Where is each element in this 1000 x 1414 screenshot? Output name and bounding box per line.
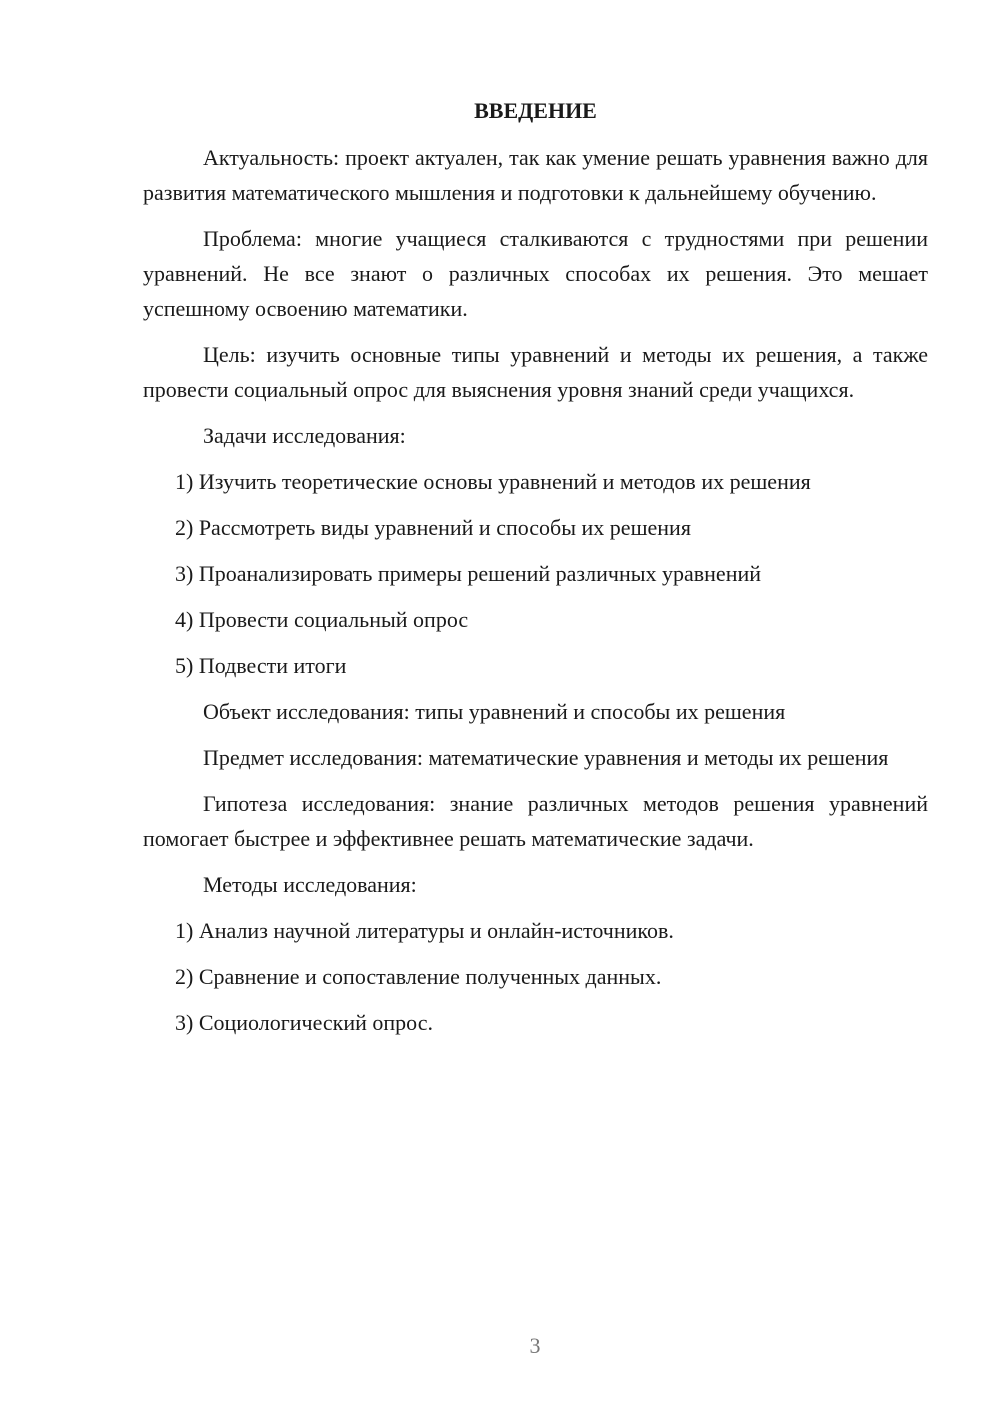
goal-paragraph: Цель: изучить основные типы уравнений и методы их решения, а также провести социальный опрос для выяснения уровня знаний среди учащихся.: [143, 342, 928, 402]
list-item: 2) Рассмотреть виды уравнений и способы их решения: [175, 515, 691, 540]
list-item: 1) Изучить теоретические основы уравнений и методов их решения: [175, 469, 811, 494]
object-paragraph: Объект исследования: типы уравнений и способы их решения: [203, 699, 786, 724]
page-body: [143, 93, 928, 1051]
list-item: 3) Социологический опрос.: [175, 1010, 433, 1035]
relevance-paragraph: Актуальность: проект актуален, так как умение решать уравнения важно для развития математического мышления и подготовки к дальнейшему обучению.: [143, 145, 928, 205]
section-title: ВВЕДЕНИЕ: [474, 98, 597, 123]
page-number: 3: [529, 1333, 541, 1358]
tasks-heading: Задачи исследования:: [203, 423, 406, 448]
subject-paragraph: Предмет исследования: математические уравнения и методы их решения: [203, 745, 889, 770]
list-item: 4) Провести социальный опрос: [175, 607, 469, 632]
list-item: 2) Сравнение и сопоставление полученных данных.: [175, 964, 662, 989]
tasks-list: [143, 464, 928, 683]
methods-list: [143, 913, 928, 1040]
hypothesis-paragraph: Гипотеза исследования: знание различных методов решения уравнений помогает быстрее и эффективнее решать математические задачи.: [143, 791, 928, 851]
list-item: 5) Подвести итоги: [175, 653, 347, 678]
problem-paragraph: Проблема: многие учащиеся сталкиваются с трудностями при решении уравнений. Не все знают о различных способах их решения. Это мешает успешному освоению математики.: [143, 226, 928, 321]
list-item: 1) Анализ научной литературы и онлайн-источников.: [175, 918, 674, 943]
methods-heading: Методы исследования:: [203, 872, 417, 897]
list-item: 3) Проанализировать примеры решений различных уравнений: [175, 561, 762, 586]
